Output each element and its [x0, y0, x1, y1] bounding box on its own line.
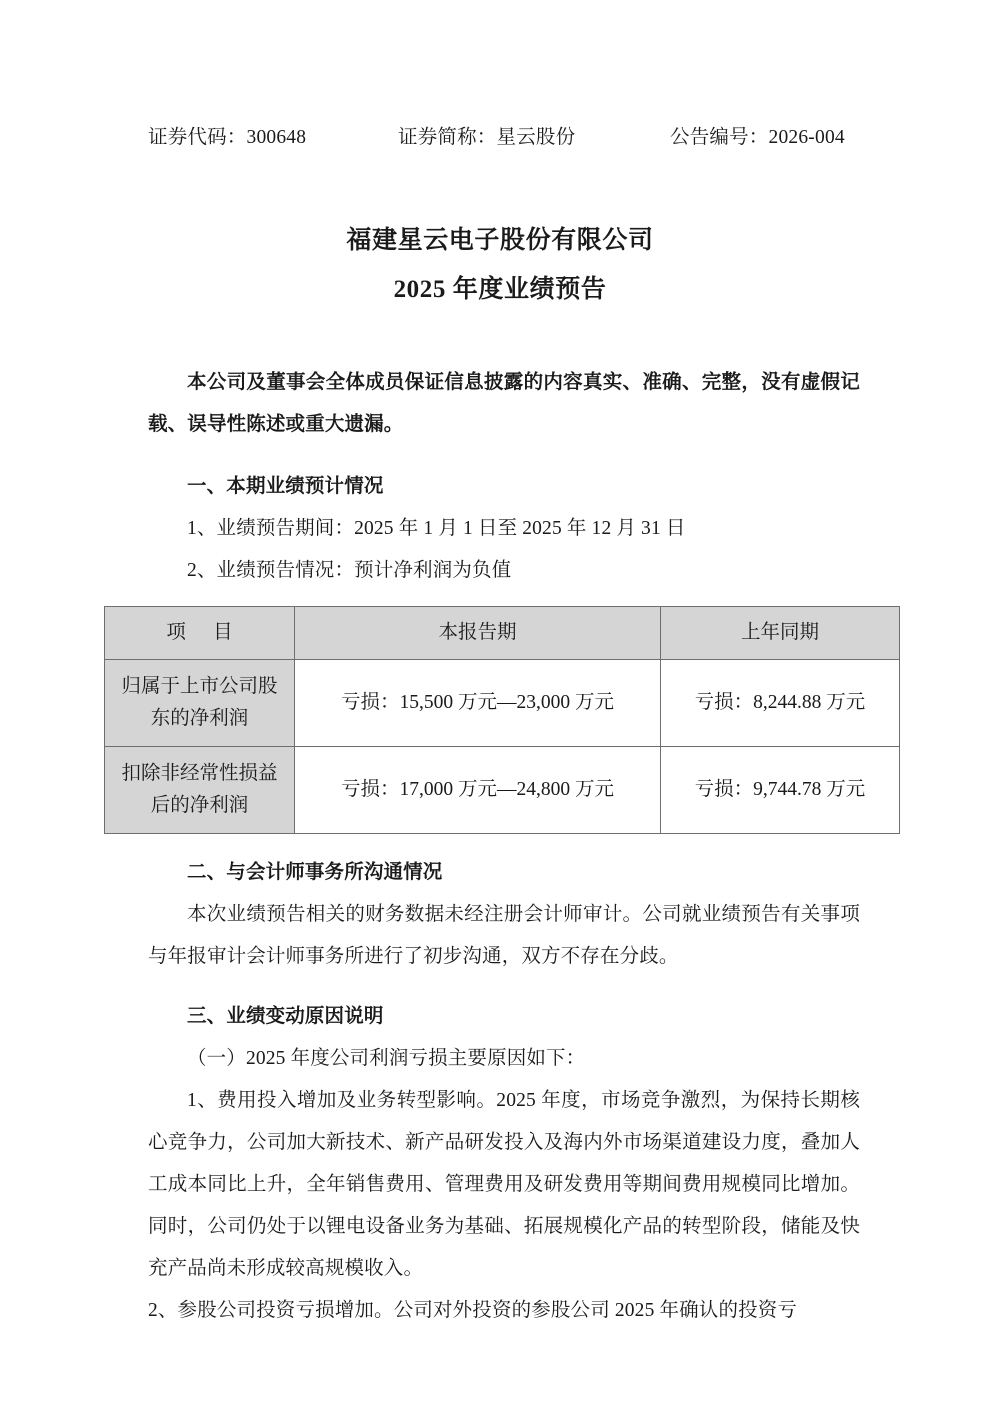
table-cell-current-period: 亏损：17,000 万元—24,800 万元 — [295, 747, 661, 834]
row-label-line-1: 扣除非经常性损益 — [121, 763, 278, 784]
table-cell-prior-period: 亏损：9,744.78 万元 — [661, 747, 900, 834]
announcement-number: 公告编号：2026-004 — [670, 127, 845, 148]
table-header-row — [105, 607, 900, 660]
row-label-line-2: 东的净利润 — [150, 708, 249, 729]
section-one-item-2: 2、业绩预告情况：预计净利润为负值 — [187, 560, 512, 581]
financial-table-wrapper — [104, 606, 899, 834]
table-cell-current-period: 亏损：15,500 万元—23,000 万元 — [295, 660, 661, 747]
table-cell-prior-period: 亏损：8,244.88 万元 — [661, 660, 900, 747]
table-row-label — [105, 747, 295, 834]
row-label-line-2: 后的净利润 — [150, 795, 249, 816]
table-header-prior-period: 上年同期 — [661, 607, 900, 660]
section-two-heading: 二、与会计师事务所沟通情况 — [187, 862, 443, 883]
section-one-item-1: 1、业绩预告期间：2025 年 1 月 1 日至 2025 年 12 月 31 日 — [187, 518, 686, 539]
table-row-label — [105, 660, 295, 747]
table-row — [105, 747, 900, 834]
security-code: 证券代码：300648 — [148, 127, 307, 148]
section-three-subheading: （一）2025 年度公司利润亏损主要原因如下： — [187, 1048, 586, 1069]
table-row — [105, 660, 900, 747]
section-three-reason-1: 1、费用投入增加及业务转型影响。2025 年度，市场竞争激烈，为保持长期核心竞争力，公司加大新技术、新产品研发投入及海内外市场渠道建设力度，叠加人工成本同比上升，全年销售费用、管理费用及研发费用等期间费用规模同比增加。同时，公司仍处于以锂电设备业务为基础、拓展规模化产品的转型阶段，储能及快充产品尚未形成较高规模收入。 — [148, 1090, 860, 1279]
financial-forecast-table — [104, 606, 900, 834]
security-abbreviation: 证券简称：星云股份 — [398, 127, 576, 148]
document-body — [121, 362, 866, 1332]
section-one-heading: 一、本期业绩预计情况 — [187, 476, 384, 497]
section-two-paragraph: 本次业绩预告相关的财务数据未经注册会计师审计。公司就业绩预告有关事项与年报审计会计师事务所进行了初步沟通，双方不存在分歧。 — [148, 904, 860, 967]
document-header — [148, 124, 848, 151]
table-header-current-period: 本报告期 — [295, 607, 661, 660]
disclaimer-paragraph: 本公司及董事会全体成员保证信息披露的内容真实、准确、完整，没有虚假记载、误导性陈述或重大遗漏。 — [148, 372, 860, 435]
row-label-line-1: 归属于上市公司股 — [121, 676, 278, 697]
company-name-title: 福建星云电子股份有限公司 — [346, 227, 654, 254]
section-three-heading: 三、业绩变动原因说明 — [187, 1006, 384, 1027]
table-header-item — [105, 607, 295, 660]
section-three-reason-2: 2、参股公司投资亏损增加。公司对外投资的参股公司 2025 年确认的投资亏 — [148, 1300, 798, 1321]
table-header-item-char-1: 项 — [166, 622, 186, 643]
title-block — [0, 228, 1000, 302]
table-header-item-char-2: 目 — [213, 622, 233, 643]
document-title: 2025 年度业绩预告 — [393, 276, 607, 303]
